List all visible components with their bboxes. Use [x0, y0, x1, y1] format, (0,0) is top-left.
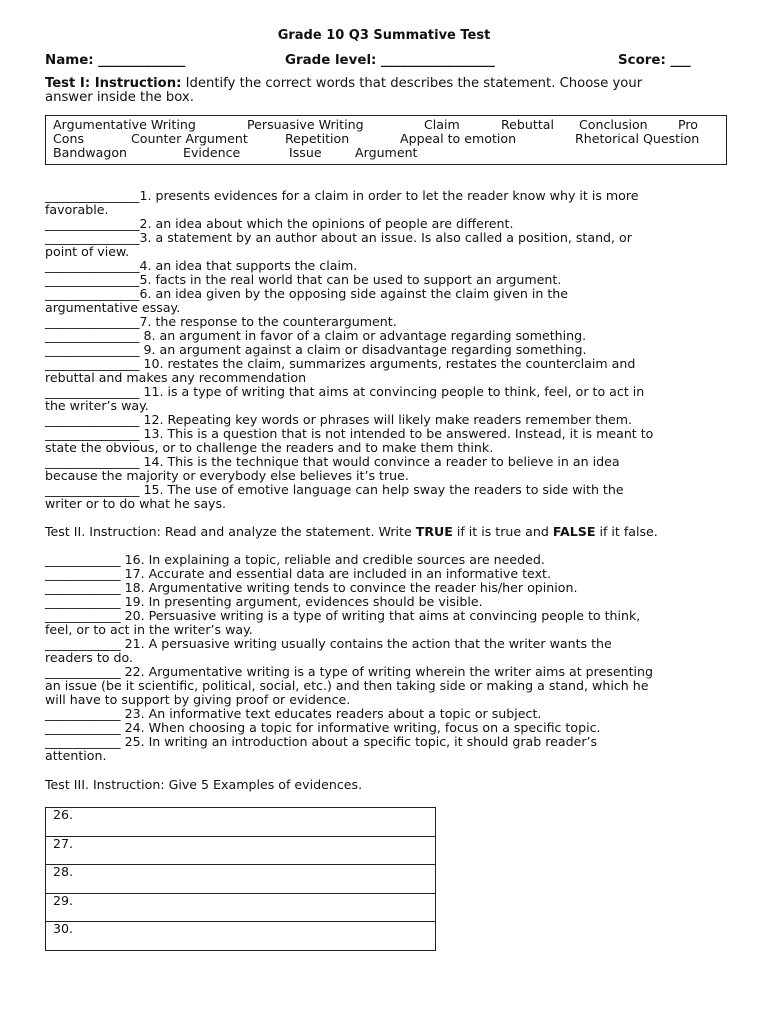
question-text: 10. restates the claim, summarizes arguments, restates the counterclaim and [139, 356, 636, 371]
question-line [45, 287, 653, 301]
question-line [45, 609, 653, 623]
question-line [45, 693, 653, 707]
question-text: 23. An informative text educates readers about a topic or subject. [120, 706, 542, 721]
question-line [45, 357, 653, 371]
question-text: the writer’s way. [45, 398, 149, 413]
question-line [45, 595, 653, 609]
question-line [45, 189, 653, 203]
question-text: attention. [45, 748, 107, 763]
question-line [45, 483, 653, 497]
answer-blank[interactable]: _______________ [45, 412, 140, 427]
question-line [45, 259, 653, 273]
answer-cell[interactable]: 29. [46, 893, 436, 922]
answer-cell[interactable]: 28. [46, 865, 436, 894]
question-text: feel, or to act in the writer’s way. [45, 622, 253, 637]
answer-blank[interactable]: ____________ [45, 734, 121, 749]
question-text: 16. In explaining a topic, reliable and credible sources are needed. [120, 552, 545, 567]
answer-row [46, 836, 436, 865]
question-line [45, 217, 653, 231]
question-item [45, 329, 653, 343]
question-text: 1. presents evidences for a claim in order to let the reader know why it is more [139, 188, 639, 203]
question-text: writer or to do what he says. [45, 496, 227, 511]
false-word: FALSE [552, 524, 596, 539]
question-text: rebuttal and makes any recommendation [45, 370, 307, 385]
question-text: point of view. [45, 244, 130, 259]
answer-blank[interactable]: ____________ [45, 636, 121, 651]
question-text: 14. This is the technique that would convince a reader to believe in an idea [139, 454, 620, 469]
question-item [45, 259, 653, 273]
answer-blank[interactable]: ____________ [45, 608, 121, 623]
question-item [45, 343, 653, 357]
question-line [45, 245, 653, 259]
question-text: 5. facts in the real world that can be used to support an argument. [139, 272, 562, 287]
question-text: 15. The use of emotive language can help sway the readers to side with the [139, 482, 624, 497]
answer-blank[interactable]: ____________ [45, 580, 121, 595]
question-item [45, 595, 653, 609]
word-bank-choice: Rhetorical Question [575, 131, 700, 146]
question-line [45, 553, 653, 567]
question-line [45, 749, 653, 763]
answer-blank[interactable]: ____________ [45, 706, 121, 721]
test2-instruction [45, 525, 658, 539]
answer-blank[interactable]: _______________ [45, 188, 140, 203]
question-line [45, 665, 653, 679]
question-line [45, 469, 653, 483]
answer-blank[interactable]: ____________ [45, 594, 121, 609]
question-text: favorable. [45, 202, 109, 217]
question-text: 22. Argumentative writing is a type of writing wherein the writer aims at presenting [120, 664, 654, 679]
true-word: TRUE [415, 524, 453, 539]
question-item [45, 721, 653, 735]
answer-blank[interactable]: _______________ [45, 272, 140, 287]
question-text: will have to support by giving proof or evidence. [45, 692, 351, 707]
question-item [45, 315, 653, 329]
word-bank-choice: Cons [53, 131, 85, 146]
question-text: 6. an idea given by the opposing side against the claim given in the [139, 286, 569, 301]
test2-instruction-text: Test II. Instruction: Read and analyze the statement. Write [45, 524, 416, 539]
question-item [45, 609, 653, 637]
answer-blank[interactable]: ____________ [45, 566, 121, 581]
answer-blank[interactable]: _______________ [45, 216, 140, 231]
question-line [45, 301, 653, 315]
question-line [45, 203, 653, 217]
question-item [45, 273, 653, 287]
question-line [45, 707, 653, 721]
answer-blank[interactable]: _______________ [45, 384, 140, 399]
answer-blank[interactable]: _______________ [45, 426, 140, 441]
word-bank-choice: Pro [678, 117, 698, 132]
question-line [45, 413, 653, 427]
answer-blank[interactable]: _______________ [45, 314, 140, 329]
test1-instruction-text-2: answer inside the box. [45, 90, 194, 105]
question-line [45, 371, 653, 385]
word-bank-choice: Repetition [285, 131, 350, 146]
question-text: 12. Repeating key words or phrases will likely make readers remember them. [139, 412, 633, 427]
question-text: argumentative essay. [45, 300, 181, 315]
question-text: 11. is a type of writing that aims at convincing people to think, feel, or to act in [139, 384, 645, 399]
question-line [45, 315, 653, 329]
question-line [45, 343, 653, 357]
question-line [45, 567, 653, 581]
question-line [45, 231, 653, 245]
word-bank-choice: Evidence [183, 145, 241, 160]
question-text: 21. A persuasive writing usually contains the action that the writer wants the [120, 636, 612, 651]
question-text: 2. an idea about which the opinions of people are different. [139, 216, 514, 231]
question-item [45, 427, 653, 455]
question-line [45, 399, 653, 413]
answer-blank[interactable]: _______________ [45, 328, 140, 343]
word-bank-choice: Rebuttal [501, 117, 555, 132]
word-bank-choice: Conclusion [579, 117, 648, 132]
question-line [45, 651, 653, 665]
question-item [45, 287, 653, 315]
question-item [45, 189, 653, 217]
question-text: 3. a statement by an author about an issue. Is also called a position, stand, or [139, 230, 632, 245]
question-line [45, 679, 653, 693]
question-item [45, 231, 653, 259]
answer-blank[interactable]: ____________ [45, 664, 121, 679]
answer-blank[interactable]: _______________ [45, 454, 140, 469]
question-line [45, 721, 653, 735]
word-bank-choice: Claim [424, 117, 460, 132]
question-item [45, 735, 653, 763]
score-field: Score: ___ [618, 53, 691, 68]
question-item [45, 567, 653, 581]
grade-level-field: Grade level: _________________ [285, 53, 495, 68]
question-text: state the obvious, or to challenge the readers and to make them think. [45, 440, 494, 455]
question-item [45, 413, 653, 427]
question-text: 4. an idea that supports the claim. [139, 258, 358, 273]
question-text: 24. When choosing a topic for informative writing, focus on a specific topic. [120, 720, 601, 735]
question-item [45, 385, 653, 413]
question-line [45, 497, 653, 511]
question-line [45, 385, 653, 399]
test1-instruction [45, 77, 642, 105]
question-line [45, 273, 653, 287]
question-item [45, 455, 653, 483]
question-line [45, 735, 653, 749]
question-text: 17. Accurate and essential data are included in an informative text. [120, 566, 551, 581]
answer-blank[interactable]: _______________ [45, 342, 140, 357]
answer-row [46, 922, 436, 951]
question-item [45, 357, 653, 385]
question-item [45, 637, 653, 665]
question-line [45, 441, 653, 455]
answer-blank[interactable]: ____________ [45, 720, 121, 735]
answer-row [46, 808, 436, 837]
question-item [45, 553, 653, 567]
question-item [45, 665, 653, 707]
answer-row [46, 893, 436, 922]
question-line [45, 455, 653, 469]
answer-blank[interactable]: _______________ [45, 230, 140, 245]
question-line [45, 329, 653, 343]
word-bank-choice: Bandwagon [53, 145, 128, 160]
question-text: 9. an argument against a claim or disadvantage regarding something. [139, 342, 587, 357]
test3-instruction: Test III. Instruction: Give 5 Examples of evidences. [45, 777, 363, 792]
word-bank-choice: Argument [355, 145, 418, 160]
name-field: Name: _____________ [45, 53, 186, 68]
test2-items [45, 553, 653, 763]
question-text: because the majority or everybody else believes it’s true. [45, 468, 409, 483]
question-line [45, 623, 653, 637]
question-line [45, 427, 653, 441]
test3-answer-table [45, 807, 436, 951]
answer-blank[interactable]: _______________ [45, 286, 140, 301]
question-text: 18. Argumentative writing tends to convince the reader his/her opinion. [120, 580, 578, 595]
word-bank-choice: Counter Argument [131, 131, 248, 146]
question-text: 7. the response to the counterargument. [139, 314, 397, 329]
answer-cell[interactable]: 30. [46, 922, 436, 951]
question-text: an issue (be it scientific, political, social, etc.) and then taking side or making a stand, which he [45, 678, 649, 693]
question-line [45, 581, 653, 595]
word-bank-choice: Issue [289, 145, 322, 160]
word-bank-box [45, 115, 727, 165]
test1-items [45, 189, 653, 511]
question-item [45, 707, 653, 721]
question-text: 8. an argument in favor of a claim or advantage regarding something. [139, 328, 587, 343]
question-text: 13. This is a question that is not intended to be answered. Instead, it is meant to [139, 426, 654, 441]
document-title: Grade 10 Q3 Summative Test [277, 28, 491, 43]
question-item [45, 483, 653, 511]
word-bank-choice: Persuasive Writing [247, 117, 364, 132]
word-bank-choice: Argumentative Writing [53, 117, 196, 132]
test1-instruction-text: Identify the correct words that describes the statement. Choose your [181, 76, 643, 91]
test2-instruction-text-c: if it false. [595, 524, 658, 539]
test2-instruction-text-b: if it is true and [452, 524, 553, 539]
question-line [45, 637, 653, 651]
question-text: 25. In writing an introduction about a specific topic, it should grab reader’s [120, 734, 598, 749]
question-text: 20. Persuasive writing is a type of writing that aims at convincing people to think, [120, 608, 641, 623]
answer-blank[interactable]: _______________ [45, 482, 140, 497]
question-item [45, 581, 653, 595]
test1-label: Test I: Instruction: [45, 76, 182, 91]
word-bank-choice: Appeal to emotion [400, 131, 517, 146]
answer-blank[interactable]: ____________ [45, 552, 121, 567]
answer-row [46, 865, 436, 894]
question-item [45, 217, 653, 231]
answer-cell[interactable]: 27. [46, 836, 436, 865]
answer-cell[interactable]: 26. [46, 808, 436, 837]
answer-blank[interactable]: _______________ [45, 258, 140, 273]
question-text: readers to do. [45, 650, 133, 665]
answer-blank[interactable]: _______________ [45, 356, 140, 371]
question-text: 19. In presenting argument, evidences should be visible. [120, 594, 483, 609]
